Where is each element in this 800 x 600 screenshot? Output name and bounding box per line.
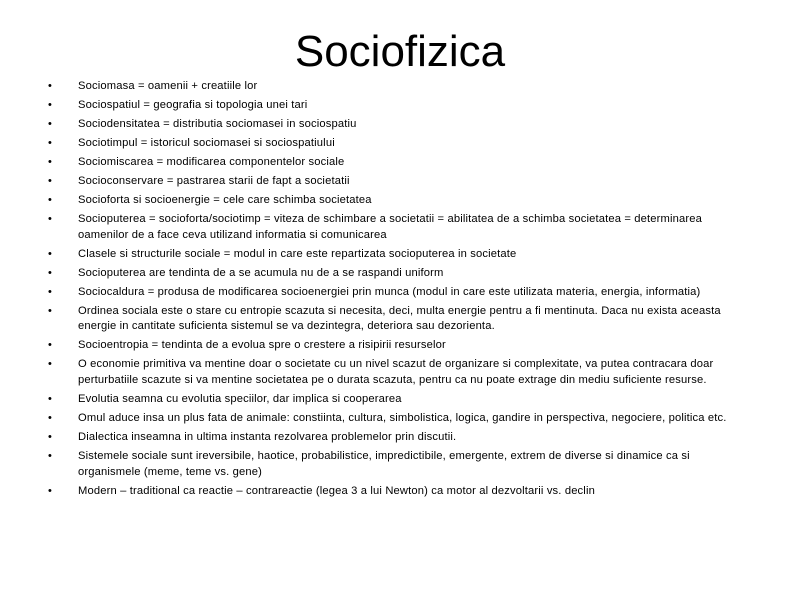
bullet-text: Sociocaldura = produsa de modificarea socioenergiei prin munca (modul in care este utilizata materia, energia, informatia) [78,285,701,298]
bullet-icon: • [48,155,53,168]
bullet-icon: • [48,98,53,111]
list-item [44,411,744,427]
bullet-text: Ordinea sociala este o stare cu entropie scazuta si necesita, deci, multa energie pentru a fi mentinuta. Daca nu exista aceasta energie in cantitate suficienta sistemul se va dezintegra, deteriora sau dezorienta. [78,304,721,333]
bullet-icon: • [48,431,53,444]
bullet-text: Socioforta si socioenergie = cele care schimba societatea [78,193,372,206]
bullet-icon: • [48,247,53,260]
list-item [44,117,744,133]
bullet-icon: • [48,450,53,463]
list-item [44,304,744,336]
bullet-text: Evolutia seamna cu evolutia speciilor, dar implica si cooperarea [78,393,402,406]
bullet-text: Sociospatiul = geografia si topologia unei tari [78,98,308,111]
list-item [44,449,744,481]
bullet-text: O economie primitiva va mentine doar o societate cu un nivel scazut de organizare si complexitate, va putea contracara doar perturbatiile scazute si va mentine societatea pe o durata scazuta, pentru ca nu poate extrage din mediu suficiente resurse. [78,358,714,387]
bullet-icon: • [48,174,53,187]
bullet-text: Socioputerea = socioforta/sociotimp = viteza de schimbare a societatii = abilitatea de a schimba societatea = determinarea oamenilor de a face ceva utilizand informatia si comunicarea [78,212,703,241]
list-item [44,430,744,446]
bullet-text: Socioentropia = tendinta de a evolua spre o crestere a risipirii resurselor [78,339,446,352]
bullet-text: Sociomasa = oamenii + creatiile lor [78,80,258,92]
bullet-icon: • [48,484,53,497]
bullet-icon: • [48,358,53,371]
bullet-icon: • [48,304,53,317]
bullet-icon: • [48,412,53,425]
list-item [44,212,744,244]
list-item [44,357,744,389]
bullet-icon: • [48,212,53,225]
list-item [44,193,744,209]
bullet-text: Sociomiscarea = modificarea componentelor sociale [78,155,345,168]
bullet-icon: • [48,266,53,279]
bullet-text: Dialectica inseamna in ultima instanta rezolvarea problemelor prin discutii. [78,431,457,444]
list-item [44,174,744,190]
list-item [44,136,744,152]
bullet-text: Omul aduce insa un plus fata de animale: constiinta, cultura, simbolistica, logica, gandire in perspectiva, negociere, politica etc. [78,412,727,425]
bullet-icon: • [48,136,53,149]
bullet-icon: • [48,193,53,206]
list-item [44,266,744,282]
list-item [44,98,744,114]
bullet-list [44,79,744,503]
list-item [44,79,744,95]
list-item [44,247,744,263]
bullet-text: Sociodensitatea = distributia sociomasei in sociospatiu [78,117,357,130]
slide-title: Sociofizica [294,27,506,76]
bullet-text: Modern – traditional ca reactie – contrareactie (legea 3 a lui Newton) ca motor al dezvoltarii vs. declin [78,484,595,497]
bullet-icon: • [48,117,53,130]
bullet-text: Sociotimpul = istoricul sociomasei si sociospatiului [78,136,335,149]
bullet-text: Socioconservare = pastrarea starii de fapt a societatii [78,174,350,187]
list-item [44,392,744,408]
list-item [44,285,744,301]
bullet-text: Sistemele sociale sunt ireversibile, haotice, probabilistice, impredictibile, emergente, extrem de diverse si dinamice ca si organismele (meme, teme vs. gene) [78,450,690,478]
bullet-icon: • [48,80,53,92]
bullet-text: Socioputerea are tendinta de a se acumula nu de a se raspandi uniform [78,266,444,279]
bullet-icon: • [48,393,53,406]
list-item [44,155,744,171]
bullet-icon: • [48,285,53,298]
list-item [44,484,744,500]
bullet-icon: • [48,339,53,352]
list-item [44,338,744,354]
bullet-text: Clasele si structurile sociale = modul in care este repartizata socioputerea in societate [78,247,517,260]
